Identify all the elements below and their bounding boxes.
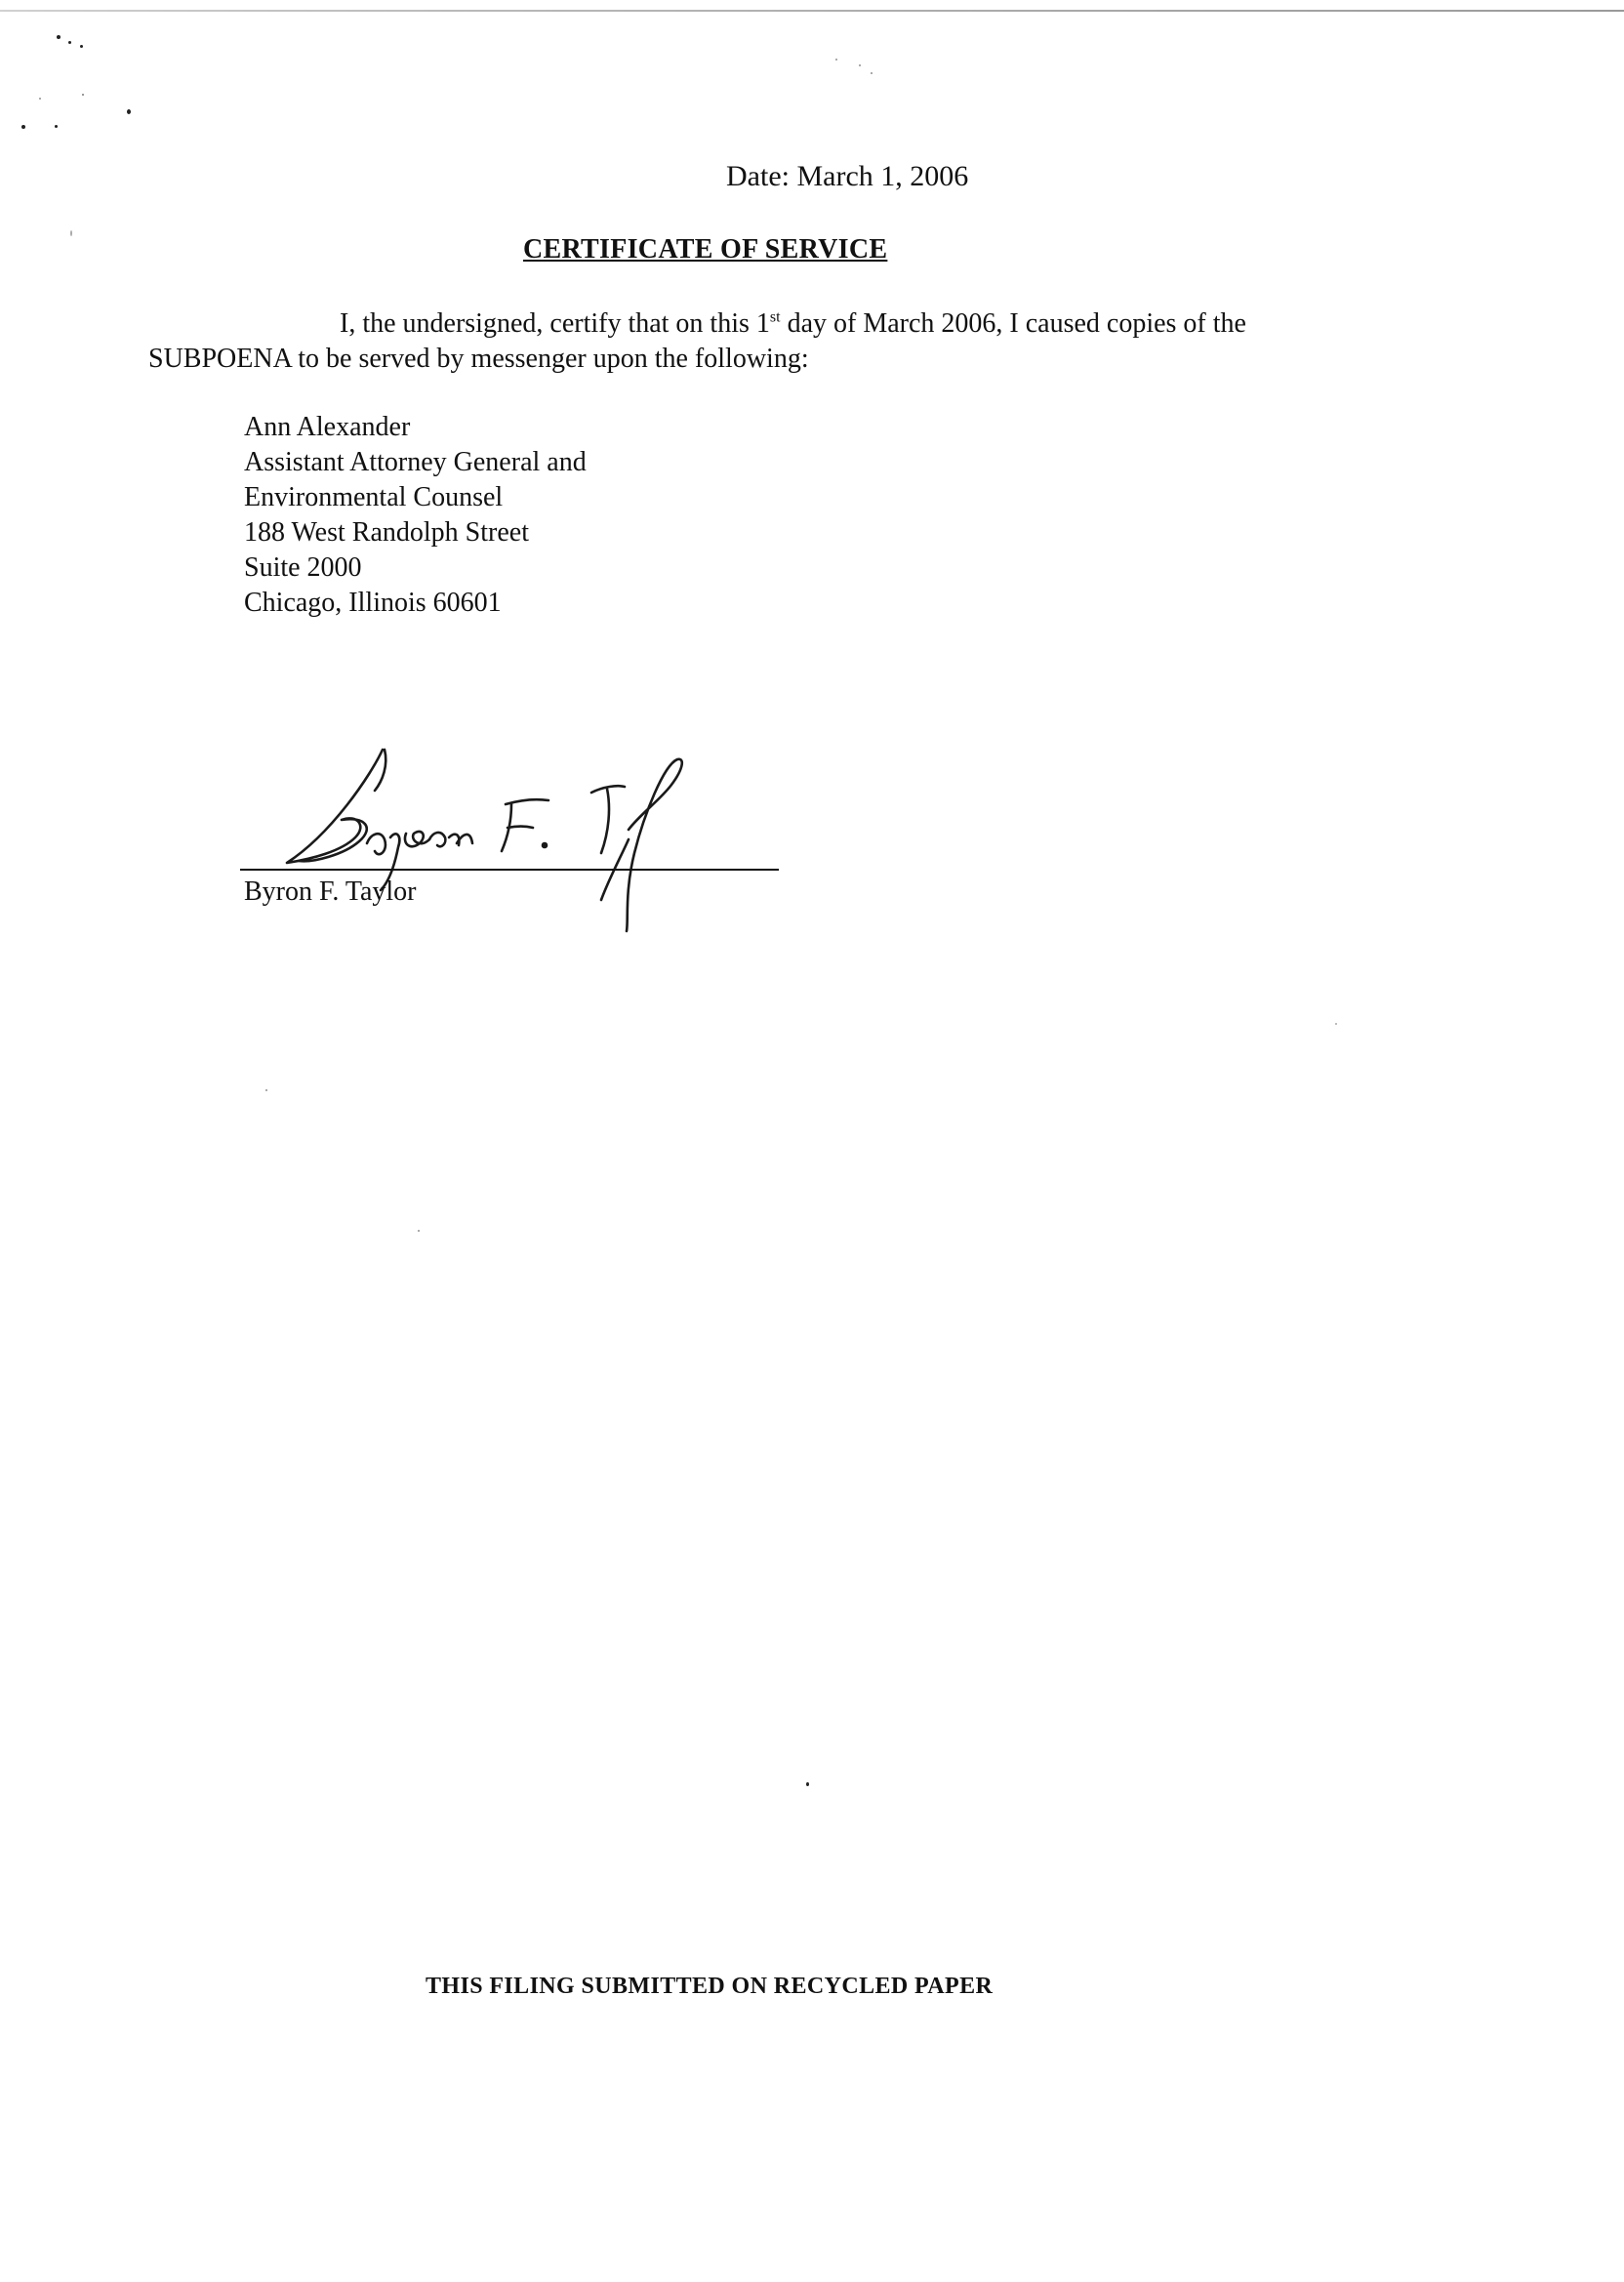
scan-speck [806,1782,809,1786]
recipient-title-line1: Assistant Attorney General and [244,447,587,477]
scan-speck [127,109,131,114]
document-title: CERTIFICATE OF SERVICE [523,234,888,265]
recycled-paper-note: THIS FILING SUBMITTED ON RECYCLED PAPER [426,1974,994,1999]
scan-speck [835,59,837,61]
scan-speck [57,35,61,39]
recipient-suite: Suite 2000 [244,552,362,583]
signature-line [240,869,779,871]
scan-speck [70,230,72,236]
recipient-address-block [244,410,587,621]
scan-speck [39,98,41,100]
scan-speck [21,125,25,129]
signer-name: Byron F. Taylor [244,876,417,907]
scan-speck [418,1230,420,1232]
scan-speck [82,94,84,96]
certification-text-part2: day of March 2006, I caused copies of the SUBPOENA to be served by messenger upon the following: [148,308,1246,374]
scan-edge-line [0,10,1624,12]
scan-speck [871,72,873,74]
recipient-title-line2: Environmental Counsel [244,482,504,512]
certification-paragraph [148,306,1310,377]
scan-speck [1335,1023,1337,1025]
certification-ordinal-suffix: st [769,308,781,326]
scan-speck [80,45,83,48]
scan-speck [859,64,861,66]
scan-speck [55,125,58,128]
certification-text-part1: I, the undersigned, certify that on this 1 [340,308,770,339]
recipient-name: Ann Alexander [244,412,411,442]
handwritten-signature [273,736,732,951]
date-line: Date: March 1, 2006 [726,160,969,192]
recipient-city-state-zip: Chicago, Illinois 60601 [244,588,502,618]
scan-speck [68,41,71,44]
recipient-street: 188 West Randolph Street [244,517,529,548]
scan-speck [265,1089,267,1091]
